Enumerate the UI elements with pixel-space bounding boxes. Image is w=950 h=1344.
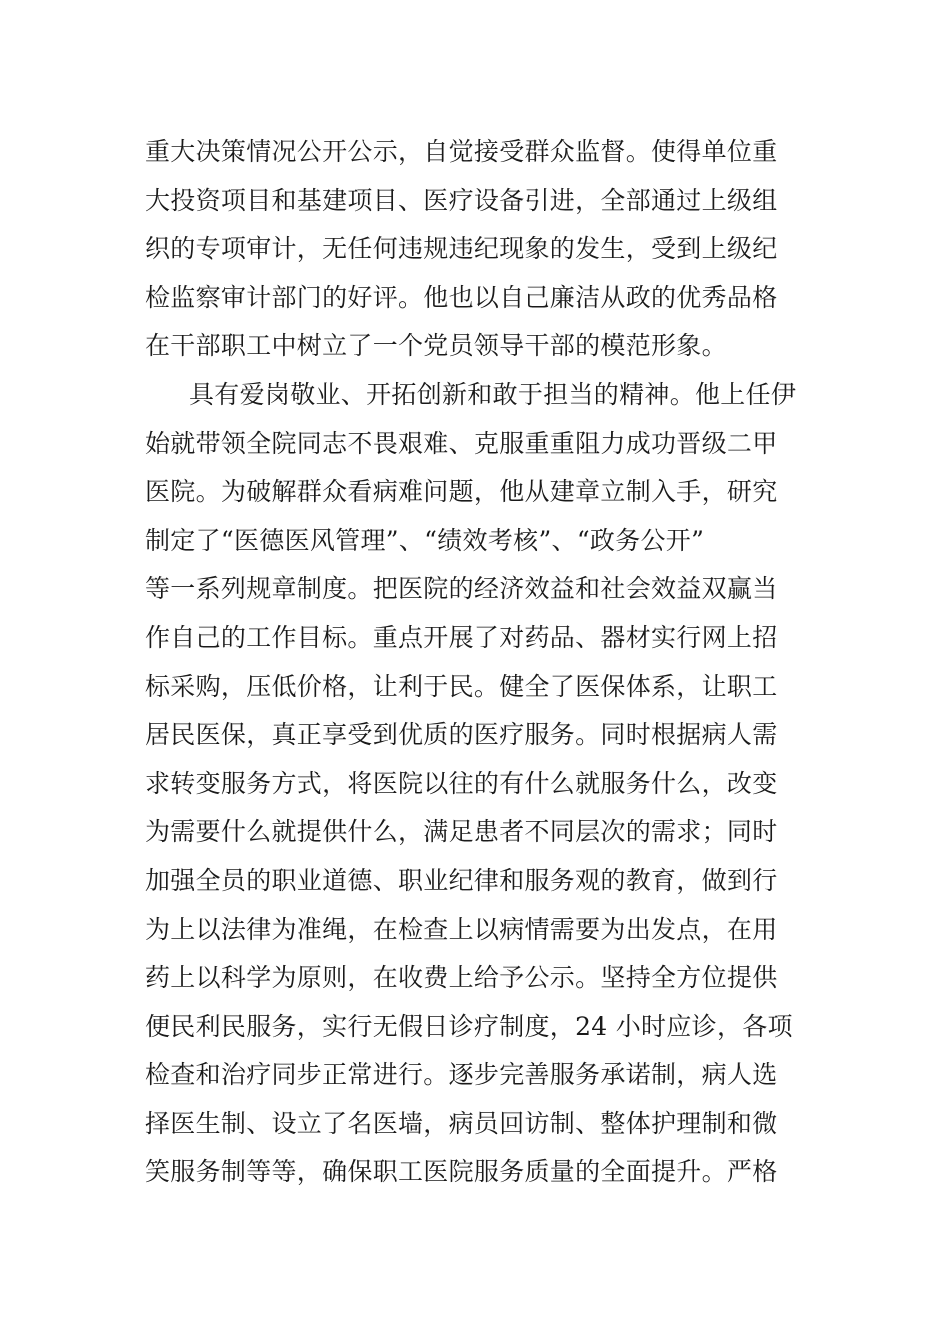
text-line: 为上以法律为准绳，在检查上以病情需要为出发点，在用 [145,914,778,944]
text-line: 重大决策情况公开公示，自觉接受群众监督。使得单位重 [145,137,778,166]
text-line: 检监察审计部门的好评。他也以自己廉洁从政的优秀品格 [145,282,778,312]
text-line: 织的专项审计，无任何违规违纪现象的发生，受到上级纪 [145,234,778,264]
text-line: 加强全员的职业道德、职业纪律和服务观的教育，做到行 [145,865,778,895]
text-line: 检查和治疗同步正常进行。逐步完善服务承诺制，病人选 [145,1060,778,1090]
text-line: 求转变服务方式，将医院以往的有什么就服务什么，改变 [145,768,778,798]
text-line: 居民医保，真正享受到优质的医疗服务。同时根据病人需 [145,720,778,750]
text-line: 择医生制、设立了名医墙，病员回访制、整体护理制和微 [145,1108,778,1138]
body-text [145,128,815,1197]
text-line: 医院。为破解群众看病难问题，他从建章立制入手，研究 [145,477,778,507]
text-line: 标采购，压低价格，让利于民。健全了医保体系，让职工 [145,671,778,701]
text-line: 作自己的工作目标。重点开展了对药品、器材实行网上招 [145,622,778,652]
text-line: 大投资项目和基建项目、医疗设备引进，全部通过上级组 [145,185,778,215]
text-line: 笑服务制等等，确保职工医院服务质量的全面提升。严格 [145,1157,778,1187]
text-line: 在干部职工中树立了一个党员领导干部的模范形象。 [145,331,727,361]
paragraph-start-line: 具有爱岗敬业、开拓创新和敢于担当的精神。他上任伊 [189,379,797,409]
text-line: 始就带领全院同志不畏艰难、克服重重阻力成功晋级二甲 [145,428,778,458]
text-line: 便民利民服务，实行无假日诊疗制度，24 小时应诊，各项 [145,1011,793,1041]
text-line: 药上以科学为原则，在收费上给予公示。坚持全方位提供 [145,963,778,993]
text-line: 制定了“医德医风管理”、“绩效考核”、“政务公开” [145,525,705,555]
text-line: 等一系列规章制度。把医院的经济效益和社会效益双赢当 [145,574,778,604]
text-line: 为需要什么就提供什么，满足患者不同层次的需求；同时 [145,817,778,847]
